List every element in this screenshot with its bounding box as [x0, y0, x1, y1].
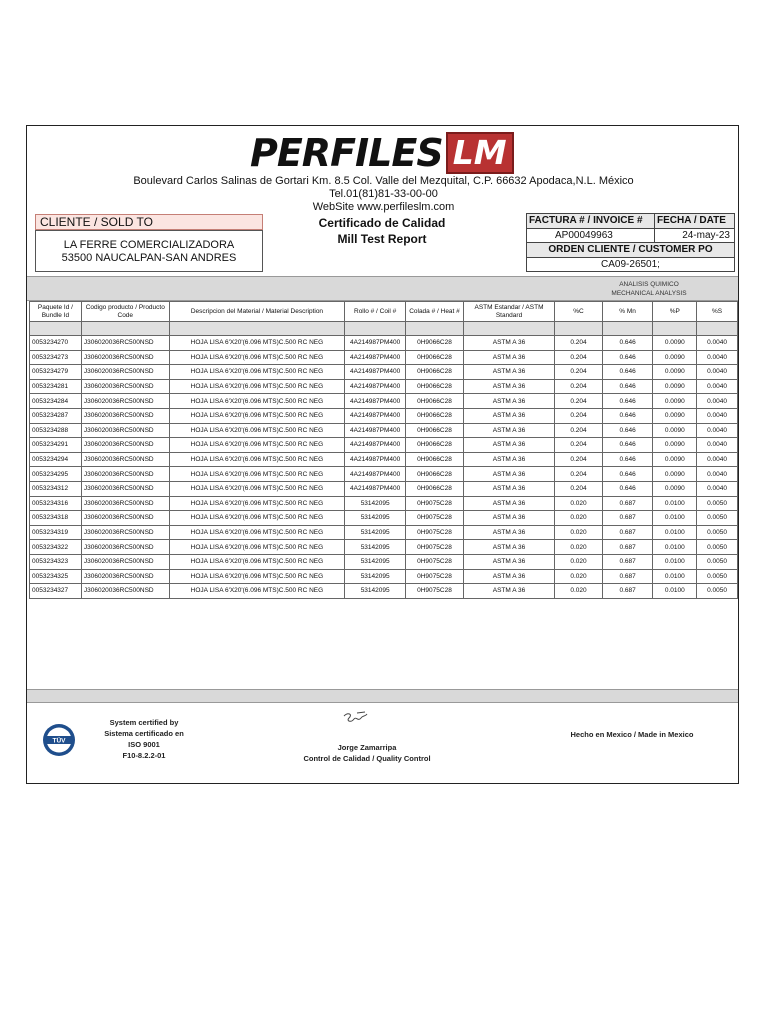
table-cell: 0.0100 [653, 540, 697, 555]
table-cell: 0.646 [602, 394, 653, 409]
table-cell: HOJA LISA 6'X20'(6.096 MTS)C.500 RC NEG [169, 554, 345, 569]
table-cell: 0053234312 [30, 481, 82, 496]
table-cell: 0.687 [602, 511, 653, 526]
table-cell: 0H9066C28 [406, 336, 464, 351]
table-cell: J306020036RC500NSD [81, 496, 169, 511]
quality-control-block [257, 742, 477, 764]
table-cell: 0H9066C28 [406, 438, 464, 453]
table-cell: J306020036RC500NSD [81, 467, 169, 482]
table-row [30, 394, 738, 409]
table-cell: J306020036RC500NSD [81, 423, 169, 438]
table-cell: 0.0090 [653, 350, 697, 365]
table-cell: 0H9075C28 [406, 511, 464, 526]
made-in-mexico: Hecho en Mexico / Made in Mexico [570, 730, 694, 739]
table-cell: 53142095 [345, 511, 406, 526]
table-cell: 0053234288 [30, 423, 82, 438]
table-cell: J306020036RC500NSD [81, 584, 169, 599]
table-cell: 0.646 [602, 467, 653, 482]
table-cell: 0.020 [555, 569, 603, 584]
table-row [30, 423, 738, 438]
table-cell: 4A214987PM400 [345, 379, 406, 394]
table-cell: 0.0090 [653, 336, 697, 351]
table-cell: J306020036RC500NSD [81, 525, 169, 540]
table-cell: 0.0100 [653, 511, 697, 526]
table-cell: 4A214987PM400 [345, 481, 406, 496]
table-cell: 0.0090 [653, 408, 697, 423]
table-cell: 0.0040 [697, 452, 738, 467]
handwritten-signature-icon [339, 710, 379, 728]
table-cell: 0.0040 [697, 365, 738, 380]
table-cell: 0053234291 [30, 438, 82, 453]
table-row [30, 365, 738, 380]
table-cell: 0.0090 [653, 365, 697, 380]
table-row [30, 452, 738, 467]
logo-text-perfiles: PERFILES [250, 131, 443, 175]
table-cell: 0.0090 [653, 438, 697, 453]
table-cell: J306020036RC500NSD [81, 365, 169, 380]
table-cell: 0053234284 [30, 394, 82, 409]
table-cell: J306020036RC500NSD [81, 452, 169, 467]
table-cell: ASTM A 36 [463, 467, 554, 482]
table-cell: 0.0100 [653, 584, 697, 599]
table-cell: HOJA LISA 6'X20'(6.096 MTS)C.500 RC NEG [169, 584, 345, 599]
table-cell: J306020036RC500NSD [81, 379, 169, 394]
invoice-label: FACTURA # / INVOICE # [526, 213, 655, 229]
table-cell: 0H9066C28 [406, 452, 464, 467]
table-cell: HOJA LISA 6'X20'(6.096 MTS)C.500 RC NEG [169, 452, 345, 467]
table-cell: 0.0100 [653, 554, 697, 569]
column-header: Colada # / Heat # [406, 302, 464, 322]
table-cell: 53142095 [345, 496, 406, 511]
table-cell: ASTM A 36 [463, 540, 554, 555]
table-cell: HOJA LISA 6'X20'(6.096 MTS)C.500 RC NEG [169, 336, 345, 351]
table-cell: 0H9066C28 [406, 394, 464, 409]
table-cell: 0.020 [555, 511, 603, 526]
table-cell: 4A214987PM400 [345, 452, 406, 467]
table-cell: 0.646 [602, 423, 653, 438]
table-cell: ASTM A 36 [463, 481, 554, 496]
footer-band [27, 689, 738, 703]
table-row [30, 569, 738, 584]
system-certification [89, 717, 199, 761]
table-cell: 0.0050 [697, 511, 738, 526]
table-cell: ASTM A 36 [463, 365, 554, 380]
table-cell: 0053234323 [30, 554, 82, 569]
table-cell: 4A214987PM400 [345, 394, 406, 409]
table-cell: HOJA LISA 6'X20'(6.096 MTS)C.500 RC NEG [169, 408, 345, 423]
table-cell: ASTM A 36 [463, 569, 554, 584]
table-cell: HOJA LISA 6'X20'(6.096 MTS)C.500 RC NEG [169, 423, 345, 438]
table-cell: 0.0050 [697, 554, 738, 569]
system-line-2: Sistema certificado en [104, 729, 184, 738]
table-cell: 0.204 [555, 379, 603, 394]
table-cell: 0.687 [602, 554, 653, 569]
analysis-label [560, 278, 738, 300]
table-cell: J306020036RC500NSD [81, 408, 169, 423]
table-cell: ASTM A 36 [463, 408, 554, 423]
table-cell: 0053234287 [30, 408, 82, 423]
table-cell: ASTM A 36 [463, 511, 554, 526]
table-cell: 0.204 [555, 438, 603, 453]
table-cell: ASTM A 36 [463, 438, 554, 453]
table-row [30, 481, 738, 496]
table-cell: 4A214987PM400 [345, 467, 406, 482]
table-cell: ASTM A 36 [463, 496, 554, 511]
table-cell: 0.204 [555, 452, 603, 467]
table-row [30, 379, 738, 394]
table-cell: 0.0040 [697, 379, 738, 394]
table-cell: 53142095 [345, 554, 406, 569]
company-phone: Tel.01(81)81-33-00-00 [329, 188, 438, 200]
table-cell: 0H9066C28 [406, 379, 464, 394]
table-cell: 0.0050 [697, 496, 738, 511]
table-cell: 0.204 [555, 408, 603, 423]
table-cell: 0.204 [555, 365, 603, 380]
customer-po-label: ORDEN CLIENTE / CUSTOMER PO [526, 242, 735, 258]
table-cell: 0.204 [555, 394, 603, 409]
table-cell: 0.0090 [653, 452, 697, 467]
date-label: FECHA / DATE [654, 213, 735, 229]
table-cell: J306020036RC500NSD [81, 336, 169, 351]
table-cell: 0.0090 [653, 481, 697, 496]
table-cell: 0053234295 [30, 467, 82, 482]
table-cell: J306020036RC500NSD [81, 569, 169, 584]
table-cell: 0.0040 [697, 423, 738, 438]
table-cell: 0053234279 [30, 365, 82, 380]
table-cell: 0.0100 [653, 569, 697, 584]
table-cell: 0.687 [602, 584, 653, 599]
table-cell: 0053234322 [30, 540, 82, 555]
table-cell: 0.646 [602, 350, 653, 365]
table-cell: 0.020 [555, 584, 603, 599]
table-cell: 0H9066C28 [406, 467, 464, 482]
table-cell: HOJA LISA 6'X20'(6.096 MTS)C.500 RC NEG [169, 365, 345, 380]
table-header-row [30, 302, 738, 322]
table-cell: 0H9066C28 [406, 350, 464, 365]
table-cell: 0.0040 [697, 350, 738, 365]
certificate-title-en: Mill Test Report [337, 232, 427, 246]
table-cell: HOJA LISA 6'X20'(6.096 MTS)C.500 RC NEG [169, 540, 345, 555]
table-cell: 4A214987PM400 [345, 423, 406, 438]
table-cell: 0053234294 [30, 452, 82, 467]
table-cell: 0.0050 [697, 569, 738, 584]
table-cell: 0.0040 [697, 408, 738, 423]
table-cell: HOJA LISA 6'X20'(6.096 MTS)C.500 RC NEG [169, 467, 345, 482]
client-address: 53500 NAUCALPAN-SAN ANDRES [61, 252, 237, 264]
table-cell: ASTM A 36 [463, 379, 554, 394]
table-row [30, 467, 738, 482]
table-row [30, 336, 738, 351]
table-cell: ASTM A 36 [463, 554, 554, 569]
table-row [30, 525, 738, 540]
table-cell: 4A214987PM400 [345, 336, 406, 351]
system-line-4: F10-8.2.2-01 [122, 751, 166, 760]
column-header: %S [697, 302, 738, 322]
client-name: LA FERRE COMERCIALIZADORA [63, 239, 235, 251]
table-cell: HOJA LISA 6'X20'(6.096 MTS)C.500 RC NEG [169, 481, 345, 496]
company-address: Boulevard Carlos Salinas de Gortari Km. 8.5 Col. Valle del Mezquital, C.P. 66632 Apodaca,N.L. México [133, 175, 634, 187]
logo-text-lm: LM [446, 132, 514, 174]
table-cell: 0.0050 [697, 525, 738, 540]
table-cell: 0.687 [602, 540, 653, 555]
table-cell: 0.0090 [653, 394, 697, 409]
company-website: WebSite www.perfileslm.com [312, 201, 455, 213]
table-cell: J306020036RC500NSD [81, 350, 169, 365]
certificate-title [277, 215, 487, 247]
table-cell: 0.204 [555, 467, 603, 482]
table-cell: HOJA LISA 6'X20'(6.096 MTS)C.500 RC NEG [169, 496, 345, 511]
table-cell: 0053234270 [30, 336, 82, 351]
table-cell: 0.646 [602, 452, 653, 467]
table-cell: 0.646 [602, 481, 653, 496]
table-cell: ASTM A 36 [463, 350, 554, 365]
table-cell: 0.687 [602, 569, 653, 584]
table-cell: 0.204 [555, 350, 603, 365]
table-cell: 0.0100 [653, 496, 697, 511]
table-cell: HOJA LISA 6'X20'(6.096 MTS)C.500 RC NEG [169, 394, 345, 409]
table-cell: 4A214987PM400 [345, 408, 406, 423]
table-cell: 0H9066C28 [406, 408, 464, 423]
table-cell: 0H9075C28 [406, 496, 464, 511]
column-header: Descripcion del Material / Material Description [169, 302, 345, 322]
table-row [30, 496, 738, 511]
table-cell: 4A214987PM400 [345, 365, 406, 380]
signer-name: Jorge Zamarripa [337, 743, 397, 752]
table-cell: 0.646 [602, 336, 653, 351]
table-cell: J306020036RC500NSD [81, 481, 169, 496]
table-cell: 0053234273 [30, 350, 82, 365]
table-cell: 0.687 [602, 496, 653, 511]
table-cell: 4A214987PM400 [345, 350, 406, 365]
table-cell: 0053234316 [30, 496, 82, 511]
table-cell: 0.0040 [697, 336, 738, 351]
client-header: CLIENTE / SOLD TO [35, 214, 263, 230]
invoice-date: 24-may-23 [654, 228, 735, 243]
table-cell: 0H9066C28 [406, 481, 464, 496]
table-cell: 0.646 [602, 365, 653, 380]
tuv-certification-icon [41, 722, 77, 758]
table-cell: HOJA LISA 6'X20'(6.096 MTS)C.500 RC NEG [169, 569, 345, 584]
table-row [30, 350, 738, 365]
table-cell: HOJA LISA 6'X20'(6.096 MTS)C.500 RC NEG [169, 438, 345, 453]
analysis-label-es: ANALISIS QUIMICO [619, 281, 679, 288]
tuv-logo-text: TÜV [52, 737, 66, 745]
table-cell: 0.204 [555, 336, 603, 351]
table-cell: 0053234319 [30, 525, 82, 540]
table-row [30, 554, 738, 569]
table-cell: 0.646 [602, 408, 653, 423]
table-cell: 0.0040 [697, 467, 738, 482]
table-cell: 0.0040 [697, 481, 738, 496]
table-cell: 0.020 [555, 525, 603, 540]
column-header: % Mn [602, 302, 653, 322]
table-cell: 0.0090 [653, 423, 697, 438]
table-cell: 53142095 [345, 525, 406, 540]
table-row [30, 584, 738, 599]
table-cell: 0.020 [555, 496, 603, 511]
column-header: %P [653, 302, 697, 322]
table-cell: 0.0040 [697, 438, 738, 453]
table-cell: ASTM A 36 [463, 584, 554, 599]
table-cell: ASTM A 36 [463, 394, 554, 409]
signer-role: Control de Calidad / Quality Control [303, 754, 431, 763]
table-cell: 0.020 [555, 540, 603, 555]
table-cell: HOJA LISA 6'X20'(6.096 MTS)C.500 RC NEG [169, 379, 345, 394]
table-cell: ASTM A 36 [463, 423, 554, 438]
table-cell: 0.0050 [697, 584, 738, 599]
table-cell: 0H9075C28 [406, 569, 464, 584]
table-cell: 0.687 [602, 525, 653, 540]
table-cell: 0.204 [555, 481, 603, 496]
table-cell: 0053234325 [30, 569, 82, 584]
table-cell: J306020036RC500NSD [81, 511, 169, 526]
table-cell: HOJA LISA 6'X20'(6.096 MTS)C.500 RC NEG [169, 511, 345, 526]
table-cell: 53142095 [345, 540, 406, 555]
table-cell: ASTM A 36 [463, 525, 554, 540]
column-header: Rollo # / Coil # [345, 302, 406, 322]
system-line-1: System certified by [109, 718, 179, 727]
table-cell: 4A214987PM400 [345, 438, 406, 453]
table-cell: 0053234281 [30, 379, 82, 394]
invoice-number: AP00049963 [526, 228, 655, 243]
client-box [35, 230, 263, 272]
table-cell: 0H9066C28 [406, 423, 464, 438]
table-row [30, 408, 738, 423]
table-cell: 0.020 [555, 554, 603, 569]
table-cell: 0053234318 [30, 511, 82, 526]
table-cell: ASTM A 36 [463, 452, 554, 467]
table-row [30, 438, 738, 453]
table-cell: 0.646 [602, 438, 653, 453]
table-cell: 53142095 [345, 584, 406, 599]
table-cell: J306020036RC500NSD [81, 438, 169, 453]
table-cell: HOJA LISA 6'X20'(6.096 MTS)C.500 RC NEG [169, 525, 345, 540]
column-header: ASTM Estandar / ASTM Standard [463, 302, 554, 322]
company-logo [250, 131, 514, 175]
table-cell: 0.0100 [653, 525, 697, 540]
table-cell: 0.0090 [653, 467, 697, 482]
mill-test-report-document [26, 125, 739, 784]
table-cell: 0.0040 [697, 394, 738, 409]
system-line-3: ISO 9001 [128, 740, 160, 749]
table-cell: ASTM A 36 [463, 336, 554, 351]
table-cell: 0.0050 [697, 540, 738, 555]
column-header: Codigo producto / Producto Code [81, 302, 169, 322]
table-cell: 0.204 [555, 423, 603, 438]
table-row [30, 540, 738, 555]
table-cell: J306020036RC500NSD [81, 540, 169, 555]
table-cell: J306020036RC500NSD [81, 394, 169, 409]
table-cell: 0.646 [602, 379, 653, 394]
table-cell: 0.0090 [653, 379, 697, 394]
table-cell: HOJA LISA 6'X20'(6.096 MTS)C.500 RC NEG [169, 350, 345, 365]
table-cell: 0H9075C28 [406, 554, 464, 569]
table-cell: 0053234327 [30, 584, 82, 599]
table-cell: 0H9075C28 [406, 540, 464, 555]
table-cell: 0H9066C28 [406, 365, 464, 380]
table-cell: 53142095 [345, 569, 406, 584]
column-header: %C [555, 302, 603, 322]
certificate-title-es: Certificado de Calidad [318, 216, 446, 230]
customer-po-number: CA09-26501; [526, 257, 735, 272]
table-cell: 0H9075C28 [406, 525, 464, 540]
column-header: Paquete Id / Bundle Id [30, 302, 82, 322]
table-cell: J306020036RC500NSD [81, 554, 169, 569]
analysis-label-en: MECHANICAL ANALYSIS [611, 290, 687, 297]
table-row [30, 511, 738, 526]
table-cell: 0H9075C28 [406, 584, 464, 599]
mill-test-table [29, 301, 738, 599]
table-gap-row [30, 322, 738, 336]
